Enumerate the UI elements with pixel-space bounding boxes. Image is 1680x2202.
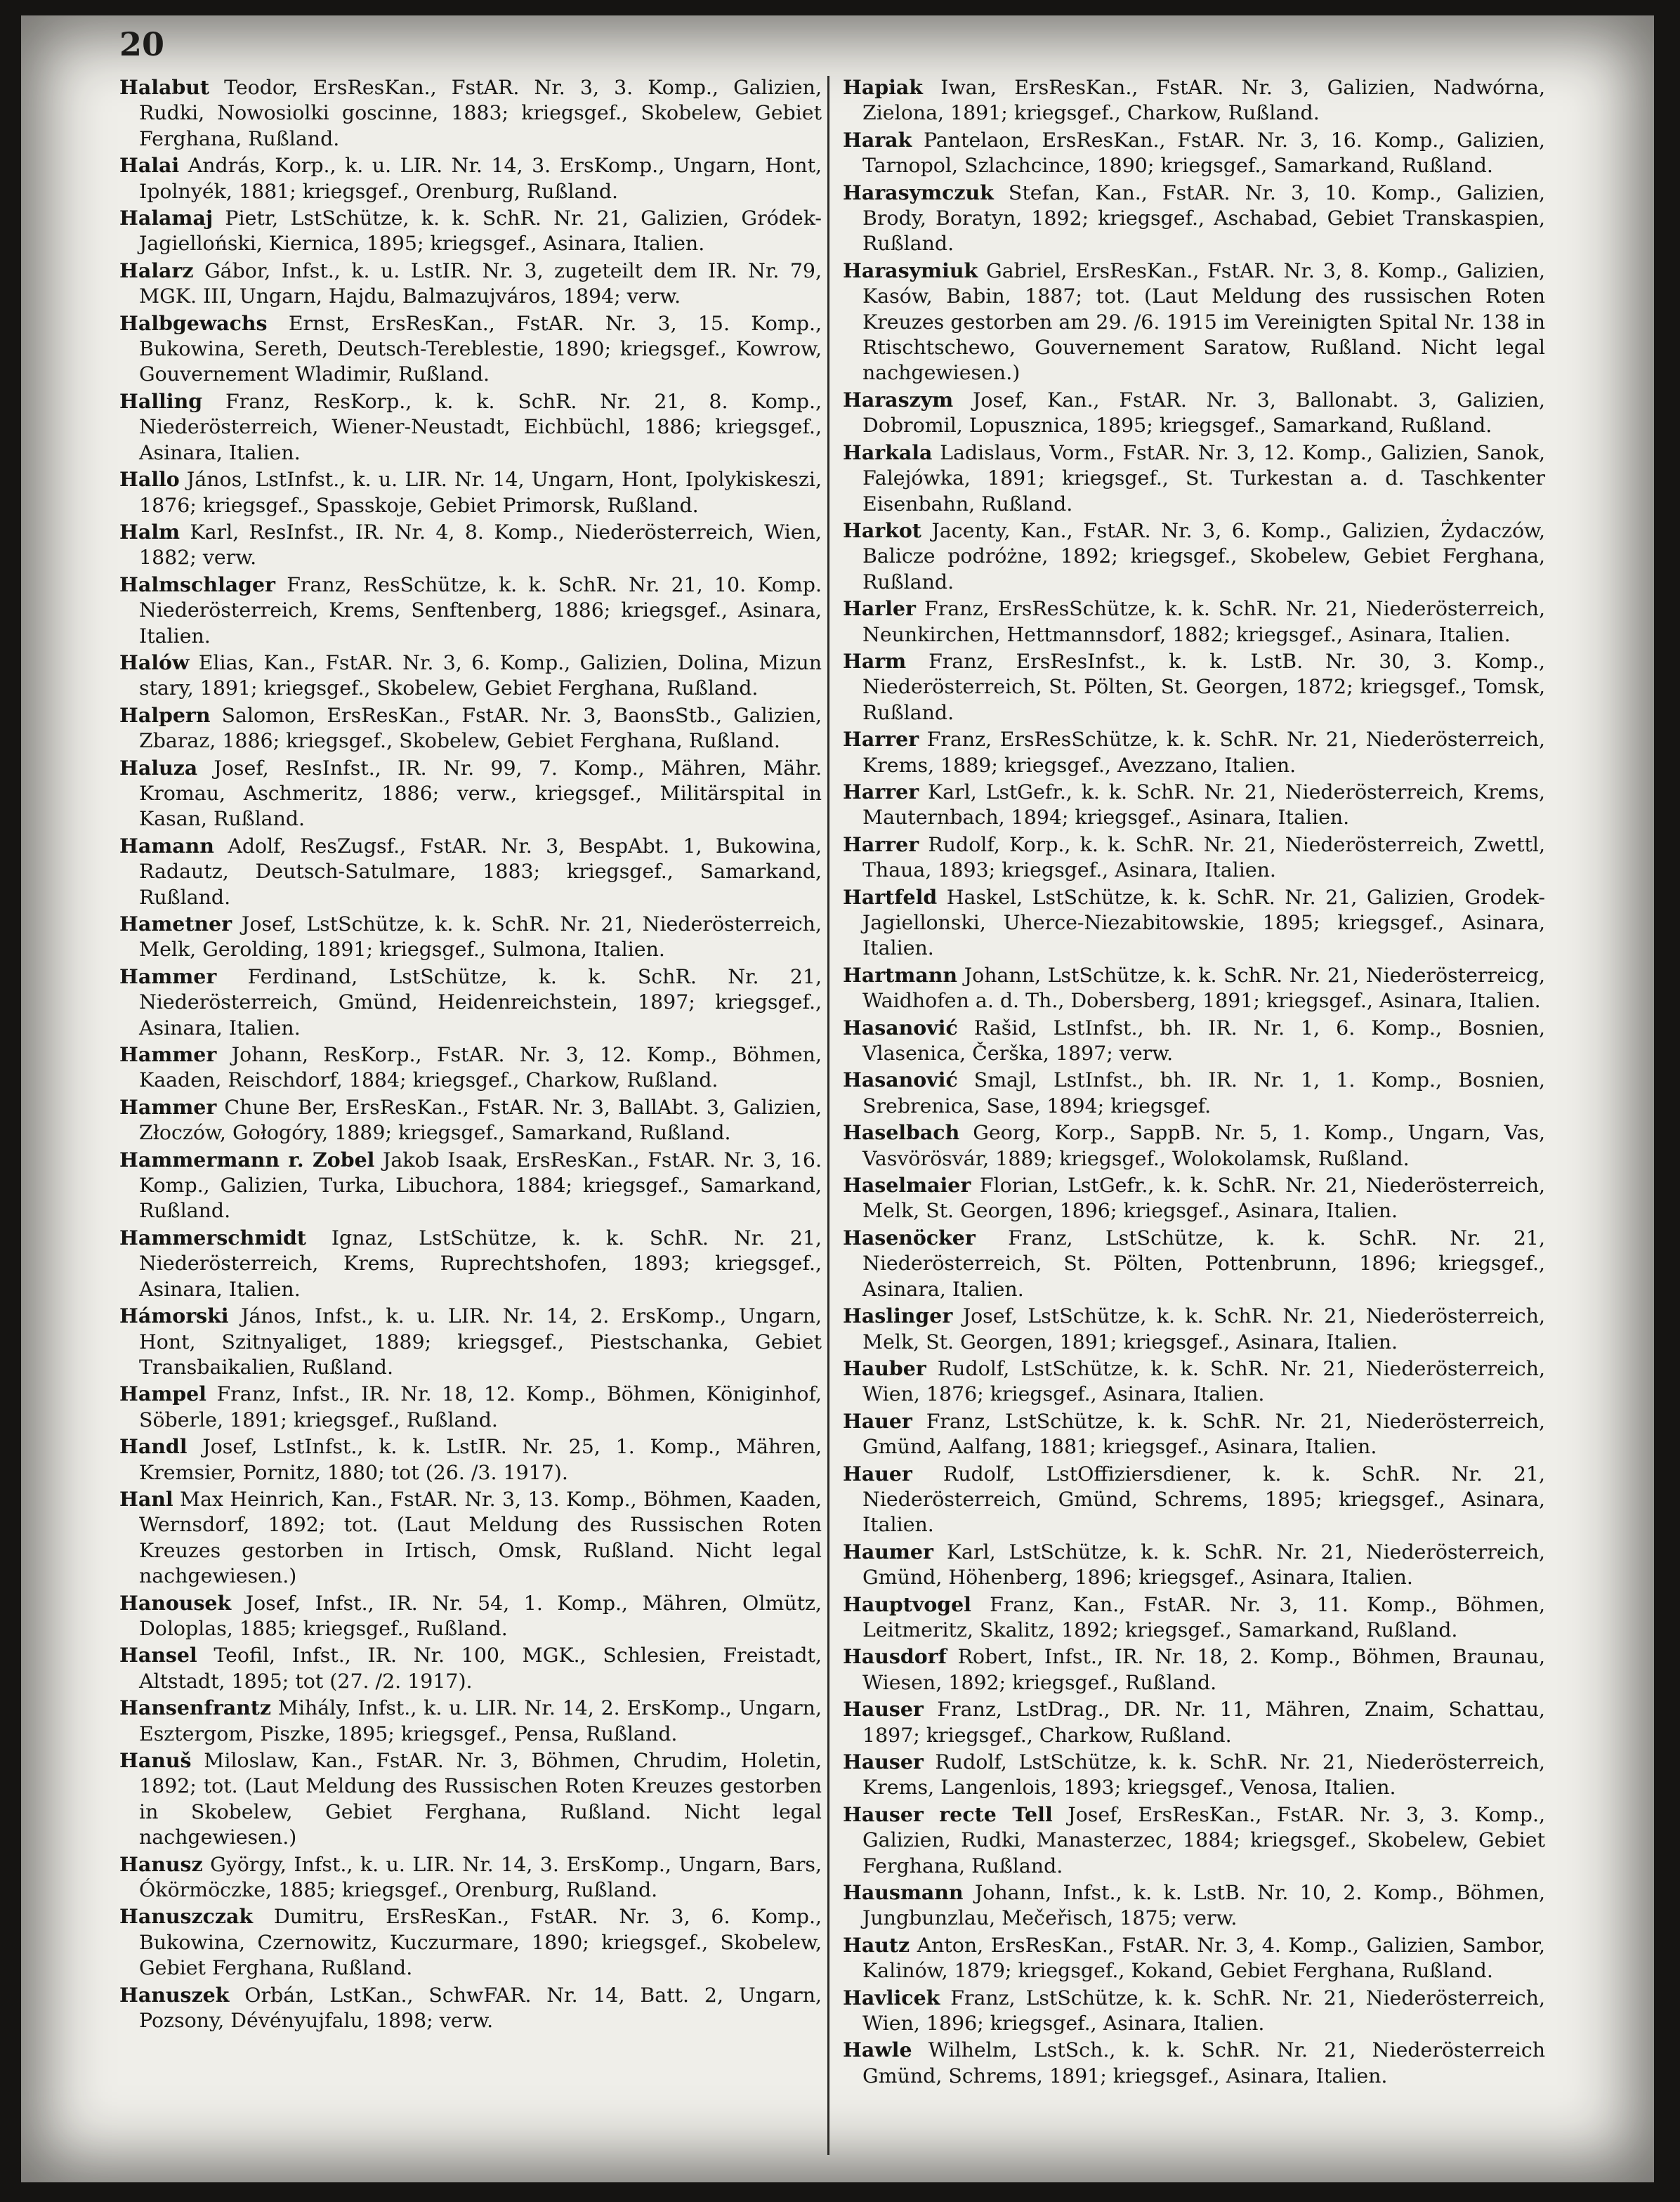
entry-surname: Hauser recte Tell bbox=[843, 1802, 1053, 1826]
entry-surname: Hauer bbox=[843, 1461, 912, 1486]
entry-surname: Hasenöcker bbox=[843, 1225, 976, 1250]
entry-surname: Hanuszczak bbox=[119, 1904, 254, 1929]
entry-details: Franz, LstSchütze, k. k. SchR. Nr. 21, Niederösterreich, Gmünd, Aalfang, 1881; kriegsgef., Asinara, Italien. bbox=[862, 1409, 1545, 1459]
entry-surname: Harasymiuk bbox=[843, 258, 978, 282]
casualty-entry bbox=[843, 258, 1545, 386]
entry-details: Franz, ResKorp., k. k. SchR. Nr. 21, 8. Komp., Niederösterreich, Wiener-Neustadt, Eichbüchl, 1886; kriegsgef., Asinara, Italien. bbox=[139, 389, 822, 464]
entry-surname: Hautz bbox=[843, 1932, 910, 1957]
casualty-entry bbox=[119, 702, 822, 754]
entry-surname: Hammer bbox=[119, 1094, 217, 1119]
entry-details: János, LstInfst., k. u. LIR. Nr. 14, Ungarn, Hont, Ipolykiskeszi, 1876; kriegsgef., Spasskoje, Gebiet Primorsk, Rußland. bbox=[139, 468, 822, 517]
entry-details: Salomon, ErsResKan., FstAR. Nr. 3, BaonsStb., Galizien, Zbaraz, 1886; kriegsgef., Skobelew, Gebiet Ferghana, Rußland. bbox=[139, 703, 822, 753]
casualty-entry bbox=[843, 1749, 1545, 1801]
entry-details: Franz, Infst., IR. Nr. 18, 12. Komp., Böhmen, Königinhof, Söberle, 1891; kriegsgef., Rußland. bbox=[139, 1382, 822, 1431]
entry-surname: Hauser bbox=[843, 1697, 924, 1722]
casualty-entry bbox=[843, 74, 1545, 126]
entry-surname: Halów bbox=[119, 650, 190, 674]
entry-details: Gábor, Infst., k. u. LstIR. Nr. 3, zugeteilt dem IR. Nr. 79, MGK. III, Ungarn, Hajdu, Balmazujváros, 1894; verw. bbox=[139, 258, 822, 308]
casualty-entry bbox=[119, 310, 822, 388]
entry-details: János, Infst., k. u. LIR. Nr. 14, 2. ErsKomp., Ungarn, Hont, Szitnyaliget, 1889; kriegsgef., Piestschanka, Gebiet Transbaikalien, Rußland. bbox=[139, 1304, 822, 1379]
entry-details: Iwan, ErsResKan., FstAR. Nr. 3, Galizien, Nadwórna, Zielona, 1891; kriegsgef., Charkow, Rußland. bbox=[862, 76, 1545, 125]
casualty-entry bbox=[119, 964, 822, 1041]
casualty-entry bbox=[843, 726, 1545, 778]
entry-details: Franz, LstSchütze, k. k. SchR. Nr. 21, Niederösterreich, Wien, 1896; kriegsgef., Asinara, Italien. bbox=[862, 1986, 1545, 2036]
casualty-entry bbox=[119, 152, 822, 204]
entry-surname: Hámorski bbox=[119, 1304, 229, 1328]
casualty-entry bbox=[119, 466, 822, 518]
entry-surname: Handl bbox=[119, 1434, 188, 1459]
casualty-entry bbox=[119, 74, 822, 152]
casualty-entry bbox=[119, 1094, 822, 1146]
entry-details: Franz, ErsResInfst., k. k. LstB. Nr. 30, 3. Komp., Niederösterreich, St. Pölten, St. Georgen, 1872; kriegsgef., Tomsk, Rußland. bbox=[862, 649, 1545, 724]
casualty-entry bbox=[119, 388, 822, 466]
entry-surname: Halabut bbox=[119, 75, 210, 99]
casualty-entry bbox=[119, 833, 822, 910]
entry-details: Josef, LstInfst., k. k. LstIR. Nr. 25, 1. Komp., Mähren, Kremsier, Pornitz, 1880; tot (26. /3. 1917). bbox=[139, 1435, 822, 1484]
casualty-entry bbox=[843, 127, 1545, 179]
casualty-entry bbox=[843, 1067, 1545, 1119]
casualty-entry bbox=[843, 1985, 1545, 2037]
entry-surname: Halmschlager bbox=[119, 572, 276, 596]
entry-surname: Haumer bbox=[843, 1539, 933, 1564]
entry-surname: Halling bbox=[119, 388, 203, 413]
entry-details: Franz, Kan., FstAR. Nr. 3, 11. Komp., Böhmen, Leitmeritz, Skalitz, 1892; kriegsgef., Samarkand, Rußland. bbox=[862, 1592, 1545, 1641]
entry-details: Karl, LstGefr., k. k. SchR. Nr. 21, Niederösterreich, Krems, Mauternbach, 1894; kriegsgef., Asinara, Italien. bbox=[862, 780, 1545, 830]
entry-details: Johann, LstSchütze, k. k. SchR. Nr. 21, Niederösterreicg, Waidhofen a. d. Th., Dobersberg, 1891; kriegsgef., Asinara, Italien. bbox=[862, 963, 1546, 1013]
entry-details: Franz, ErsResSchütze, k. k. SchR. Nr. 21, Niederösterreich, Krems, 1889; kriegsgef., Avezzano, Italien. bbox=[862, 728, 1545, 777]
entry-details: Josef, LstSchütze, k. k. SchR. Nr. 21, Niederösterreich, Melk, St. Georgen, 1891; kriegsgef., Asinara, Italien. bbox=[862, 1304, 1545, 1354]
entry-details: Orbán, LstKan., SchwFAR. Nr. 14, Batt. 2, Ungarn, Pozsony, Dévényujfalu, 1898; verw. bbox=[139, 1983, 822, 2033]
entry-details: Adolf, ResZugsf., FstAR. Nr. 3, BespAbt. 1, Bukowina, Radautz, Deutsch-Satulmare, 1883; kriegsgef., Samarkand, Rußland. bbox=[139, 834, 822, 909]
entry-surname: Harkala bbox=[843, 440, 933, 464]
entry-details: Teodor, ErsResKan., FstAR. Nr. 3, 3. Komp., Galizien, Rudki, Nowosiolki goscinne, 1883; kriegsgef., Skobelew, Gebiet Ferghana, Rußland. bbox=[139, 76, 822, 150]
casualty-entry bbox=[119, 205, 822, 257]
entry-surname: Havlicek bbox=[843, 1985, 940, 2010]
entry-surname: Halarz bbox=[119, 258, 194, 282]
casualty-entry bbox=[119, 1381, 822, 1433]
casualty-entry bbox=[843, 1172, 1545, 1224]
entry-surname: Hasanović bbox=[843, 1015, 958, 1040]
casualty-entry bbox=[843, 180, 1545, 257]
casualty-entry bbox=[119, 1642, 822, 1694]
casualty-entry bbox=[119, 650, 822, 702]
casualty-entry bbox=[843, 1225, 1545, 1302]
casualty-entry bbox=[843, 440, 1545, 517]
entry-details: Rudolf, LstSchütze, k. k. SchR. Nr. 21, Niederösterreich, Wien, 1876; kriegsgef., Asinara, Italien. bbox=[862, 1356, 1545, 1406]
entry-surname: Hapiak bbox=[843, 75, 923, 99]
entry-surname: Haluza bbox=[119, 755, 198, 780]
entry-surname: Hauer bbox=[843, 1408, 912, 1433]
casualty-entry bbox=[119, 911, 822, 963]
right-column bbox=[843, 74, 1545, 2090]
casualty-entry bbox=[843, 1356, 1545, 1408]
entry-surname: Hammerschmidt bbox=[119, 1225, 307, 1250]
entry-surname: Harkot bbox=[843, 518, 921, 542]
entry-details: Rašid, LstInfst., bh. IR. Nr. 1, 6. Komp., Bosnien, Vlasenica, Čerška, 1897; verw. bbox=[862, 1016, 1545, 1066]
entry-surname: Hanousek bbox=[119, 1590, 232, 1615]
casualty-entry bbox=[119, 1748, 822, 1851]
entry-details: Franz, LstDrag., DR. Nr. 11, Mähren, Znaim, Schattau, 1897; kriegsgef., Charkow, Rußland. bbox=[862, 1698, 1546, 1747]
casualty-entry bbox=[119, 1982, 822, 2034]
casualty-entry bbox=[843, 596, 1545, 648]
entry-surname: Hausmann bbox=[843, 1880, 964, 1905]
casualty-entry bbox=[843, 1696, 1545, 1748]
entry-surname: Harasymczuk bbox=[843, 180, 994, 204]
entry-details: Ignaz, LstSchütze, k. k. SchR. Nr. 21, Niederösterreich, Krems, Ruprechtshofen, 1893; kriegsgef., Asinara, Italien. bbox=[139, 1226, 822, 1301]
casualty-entry bbox=[843, 1592, 1545, 1644]
entry-details: Franz, ResSchütze, k. k. SchR. Nr. 21, 10. Komp. Niederösterreich, Krems, Senftenberg, 1886; kriegsgef., Asinara, Italien. bbox=[139, 572, 822, 648]
entry-details: Josef, ResInfst., IR. Nr. 99, 7. Komp., Mähren, Mähr. Kromau, Aschmeritz, 1886; verw., kriegsgef., Militärspital in Kasan, Rußland. bbox=[139, 756, 822, 831]
entry-details: Franz, LstSchütze, k. k. SchR. Nr. 21, Niederösterreich, St. Pölten, Pottenbrunn, 1896; kriegsgef., Asinara, Italien. bbox=[862, 1226, 1546, 1301]
entry-surname: Hanuszek bbox=[119, 1982, 230, 2007]
entry-surname: Hallo bbox=[119, 467, 180, 492]
left-column bbox=[119, 74, 822, 2034]
entry-details: Wilhelm, LstSch., k. k. SchR. Nr. 21, Niederösterreich Gmünd, Schrems, 1891; kriegsgef., Asinara, Italien. bbox=[862, 2038, 1545, 2088]
casualty-entry bbox=[843, 1408, 1545, 1460]
casualty-entry bbox=[843, 2037, 1545, 2089]
entry-surname: Haselbach bbox=[843, 1120, 960, 1145]
entry-details: Rudolf, LstOffiziersdiener, k. k. SchR. Nr. 21, Niederösterreich, Gmünd, Schrems, 1895; kriegsgef., Asinara, Italien. bbox=[862, 1462, 1545, 1537]
casualty-entry bbox=[843, 1644, 1545, 1696]
entry-surname: Halpern bbox=[119, 702, 211, 727]
casualty-entry bbox=[843, 962, 1545, 1014]
casualty-entry bbox=[843, 779, 1545, 831]
entry-surname: Hanusz bbox=[119, 1852, 203, 1876]
entry-surname: Harler bbox=[843, 596, 916, 621]
entry-details: Miloslaw, Kan., FstAR. Nr. 3, Böhmen, Chrudim, Holetin, 1892; tot. (Laut Meldung des Russischen Roten Kreuzes gestorben in Skobelew, Gebiet Ferghana, Rußland. Nicht legal nachgewiesen.) bbox=[139, 1749, 822, 1849]
entry-surname: Harrer bbox=[843, 832, 919, 856]
casualty-entry bbox=[119, 1852, 822, 1903]
entry-details: Ferdinand, LstSchütze, k. k. SchR. Nr. 21, Niederösterreich, Gmünd, Heidenreichstein, 1897; kriegsgef., Asinara, Italien. bbox=[139, 964, 822, 1040]
casualty-entry bbox=[843, 1539, 1545, 1591]
entry-details: Pietr, LstSchütze, k. k. SchR. Nr. 21, Galizien, Gródek-Jagielloński, Kiernica, 1895; kriegsgef., Asinara, Italien. bbox=[139, 207, 822, 256]
entry-details: György, Infst., k. u. LIR. Nr. 14, 3. ErsKomp., Ungarn, Bars, Ókörmöczke, 1885; kriegsgef., Orenburg, Rußland. bbox=[139, 1852, 822, 1902]
entry-details: Jakob Isaak, ErsResKan., FstAR. Nr. 3, 16. Komp., Galizien, Turka, Libuchora, 1884; kriegsgef., Samarkand, Rußland. bbox=[139, 1148, 822, 1223]
entry-details: Karl, LstSchütze, k. k. SchR. Nr. 21, Niederösterreich, Gmünd, Höhenberg, 1896; kriegsgef., Asinara, Italien. bbox=[862, 1540, 1545, 1590]
entry-details: Gabriel, ErsResKan., FstAR. Nr. 3, 8. Komp., Galizien, Kasów, Babin, 1887; tot. (Laut Meldung des russischen Roten Kreuzes gestorben am 29. /6. 1915 im Vereinigten Spital Nr. 138 in Rtischtschewo, Gouvernement Saratow, Rußland. Nicht legal nachgewiesen.) bbox=[862, 258, 1545, 385]
entry-surname: Haslinger bbox=[843, 1304, 953, 1328]
entry-details: Rudolf, LstSchütze, k. k. SchR. Nr. 21, Niederösterreich, Krems, Langenlois, 1893; kriegsgef., Venosa, Italien. bbox=[862, 1750, 1545, 1800]
entry-surname: Haraszym bbox=[843, 387, 954, 412]
entry-details: Elias, Kan., FstAR. Nr. 3, 6. Komp., Galizien, Dolina, Mizun stary, 1891; kriegsgef., Skobelew, Gebiet Ferghana, Rußland. bbox=[139, 650, 822, 700]
casualty-entry bbox=[119, 1434, 822, 1486]
casualty-entry bbox=[119, 1903, 822, 1981]
entry-surname: Harm bbox=[843, 648, 907, 673]
casualty-entry bbox=[843, 1120, 1545, 1172]
entry-surname: Hammer bbox=[119, 1042, 217, 1067]
entry-details: Karl, ResInfst., IR. Nr. 4, 8. Komp., Niederösterreich, Wien, 1882; verw. bbox=[139, 520, 822, 570]
entry-surname: Hartfeld bbox=[843, 884, 938, 909]
entry-surname: Halbgewachs bbox=[119, 310, 268, 335]
entry-details: Ladislaus, Vorm., FstAR. Nr. 3, 12. Komp., Galizien, Sanok, Falejówka, 1891; kriegsgef., St. Turkestan a. d. Taschkenter Eisenbahn, Rußland. bbox=[862, 440, 1545, 516]
entry-details: Franz, ErsResSchütze, k. k. SchR. Nr. 21, Niederösterreich, Neunkirchen, Hettmannsdorf, 1882; kriegsgef., Asinara, Italien. bbox=[862, 597, 1545, 646]
casualty-entry bbox=[843, 1015, 1545, 1067]
casualty-entry bbox=[843, 1880, 1545, 1932]
casualty-entry bbox=[843, 648, 1545, 726]
entry-details: Josef, Infst., IR. Nr. 54, 1. Komp., Mähren, Olmütz, Doloplas, 1885; kriegsgef., Rußland. bbox=[139, 1591, 822, 1640]
entry-details: Josef, Kan., FstAR. Nr. 3, Ballonabt. 3, Galizien, Dobromil, Lopusznica, 1895; kriegsgef., Samarkand, Rußland. bbox=[862, 388, 1545, 438]
entry-surname: Harrer bbox=[843, 779, 919, 804]
entry-details: Josef, LstSchütze, k. k. SchR. Nr. 21, Niederösterreich, Melk, Gerolding, 1891; kriegsgef., Sulmona, Italien. bbox=[139, 912, 822, 962]
casualty-entry bbox=[843, 1303, 1545, 1355]
entry-details: Max Heinrich, Kan., FstAR. Nr. 3, 13. Komp., Böhmen, Kaaden, Wernsdorf, 1892; tot. (Laut Meldung des Russischen Roten Kreuzes gestorben in Irtisch, Omsk, Rußland. Nicht legal nachgewiesen.) bbox=[139, 1487, 822, 1588]
casualty-entry bbox=[119, 1147, 822, 1224]
entry-surname: Hamann bbox=[119, 833, 214, 858]
entry-surname: Halai bbox=[119, 153, 180, 178]
entry-details: Johann, ResKorp., FstAR. Nr. 3, 12. Komp., Böhmen, Kaaden, Reischdorf, 1884; kriegsgef., Charkow, Rußland. bbox=[139, 1043, 822, 1092]
casualty-entry bbox=[119, 1590, 822, 1642]
entry-details: Dumitru, ErsResKan., FstAR. Nr. 3, 6. Komp., Bukowina, Czernowitz, Kuczurmare, 1890; kriegsgef., Skobelew, Gebiet Ferghana, Rußland. bbox=[139, 1905, 822, 1980]
entry-details: Anton, ErsResKan., FstAR. Nr. 3, 4. Komp., Galizien, Sambor, Kalinów, 1879; kriegsgef., Kokand, Gebiet Ferghana, Rußland. bbox=[862, 1933, 1545, 1983]
entry-details: Mihály, Infst., k. u. LIR. Nr. 14, 2. ErsKomp., Ungarn, Esztergom, Piszke, 1895; kriegsgef., Pensa, Rußland. bbox=[139, 1696, 822, 1745]
casualty-entry bbox=[119, 755, 822, 832]
entry-details: Robert, Infst., IR. Nr. 18, 2. Komp., Böhmen, Braunau, Wiesen, 1892; kriegsgef., Rußland. bbox=[862, 1645, 1545, 1694]
column-divider bbox=[827, 76, 829, 2155]
entry-surname: Harrer bbox=[843, 727, 919, 752]
entry-surname: Hammer bbox=[119, 964, 217, 988]
entry-details: Georg, Korp., SappB. Nr. 5, 1. Komp., Ungarn, Vas, Vasvörösvár, 1889; kriegsgef., Wolokolamsk, Rußland. bbox=[862, 1121, 1545, 1170]
entry-details: Teofil, Infst., IR. Nr. 100, MGK., Schlesien, Freistadt, Altstadt, 1895; tot (27. /2. 1917). bbox=[139, 1644, 822, 1693]
casualty-entry bbox=[119, 1303, 822, 1380]
casualty-entry bbox=[119, 519, 822, 571]
casualty-entry bbox=[843, 832, 1545, 884]
entry-details: Stefan, Kan., FstAR. Nr. 3, 10. Komp., Galizien, Brody, Boratyn, 1892; kriegsgef., Aschabad, Gebiet Transkaspien, Rußland. bbox=[862, 181, 1546, 256]
entry-details: Rudolf, Korp., k. k. SchR. Nr. 21, Niederösterreich, Zwettl, Thaua, 1893; kriegsgef., Asinara, Italien. bbox=[862, 832, 1545, 882]
casualty-entry bbox=[843, 387, 1545, 439]
casualty-entry bbox=[843, 1932, 1545, 1984]
entry-surname: Halamaj bbox=[119, 206, 214, 230]
entry-surname: Hausdorf bbox=[843, 1644, 947, 1669]
entry-details: Pantelaon, ErsResKan., FstAR. Nr. 3, 16. Komp., Galizien, Tarnopol, Szlachcince, 1890; kriegsgef., Samarkand, Rußland. bbox=[862, 128, 1545, 178]
casualty-entry bbox=[843, 884, 1545, 962]
entry-surname: Hasanović bbox=[843, 1068, 958, 1092]
entry-surname: Hametner bbox=[119, 912, 232, 936]
entry-details: Ernst, ErsResKan., FstAR. Nr. 3, 15. Komp., Bukowina, Sereth, Deutsch-Tereblestie, 1890; kriegsgef., Kowrow, Gouvernement Wladimir, Rußland. bbox=[139, 311, 822, 386]
page-number: 20 bbox=[119, 25, 165, 63]
entry-surname: Hartmann bbox=[843, 962, 958, 987]
entry-surname: Hansel bbox=[119, 1643, 197, 1667]
entry-surname: Hansenfrantz bbox=[119, 1696, 271, 1720]
entry-surname: Hauber bbox=[843, 1356, 926, 1380]
casualty-entry bbox=[119, 1042, 822, 1094]
entry-details: Jacenty, Kan., FstAR. Nr. 3, 6. Komp., Galizien, Żydaczów, Balicze podróżne, 1892; kriegsgef., Skobelew, Gebiet Ferghana, Rußland. bbox=[862, 518, 1545, 594]
casualty-entry bbox=[119, 1695, 822, 1747]
entry-surname: Harak bbox=[843, 127, 912, 152]
entry-surname: Haselmaier bbox=[843, 1173, 971, 1198]
entry-details: Smajl, LstInfst., bh. IR. Nr. 1, 1. Komp., Bosnien, Srebrenica, Sase, 1894; kriegsgef. bbox=[862, 1068, 1546, 1118]
entry-surname: Halm bbox=[119, 519, 181, 544]
casualty-entry bbox=[843, 1802, 1545, 1879]
entry-surname: Hampel bbox=[119, 1382, 206, 1406]
entry-details: Johann, Infst., k. k. LstB. Nr. 10, 2. Komp., Böhmen, Jungbunzlau, Mečeřisch, 1875; verw. bbox=[862, 1881, 1545, 1930]
casualty-entry bbox=[119, 258, 822, 310]
casualty-entry bbox=[843, 518, 1545, 595]
casualty-entry bbox=[119, 572, 822, 649]
entry-details: Haskel, LstSchütze, k. k. SchR. Nr. 21, Galizien, Grodek-Jagiellonski, Uherce-Niezabitowskie, 1895; kriegsgef., Asinara, Italien. bbox=[862, 885, 1545, 960]
casualty-entry bbox=[119, 1486, 822, 1590]
casualty-entry bbox=[843, 1461, 1545, 1538]
entry-surname: Hanuš bbox=[119, 1748, 192, 1772]
entry-surname: Hammermann r. Zobel bbox=[119, 1147, 375, 1172]
entry-surname: Hauptvogel bbox=[843, 1592, 971, 1616]
casualty-entry bbox=[119, 1225, 822, 1302]
entry-surname: Hanl bbox=[119, 1486, 173, 1511]
entry-details: András, Korp., k. u. LIR. Nr. 14, 3. ErsKomp., Ungarn, Hont, Ipolnyék, 1881; kriegsgef., Orenburg, Rußland. bbox=[139, 154, 822, 203]
entry-details: Josef, ErsResKan., FstAR. Nr. 3, 3. Komp., Galizien, Rudki, Manasterzec, 1884; kriegsgef., Skobelew, Gebiet Ferghana, Rußland. bbox=[862, 1802, 1546, 1877]
entry-details: Florian, LstGefr., k. k. SchR. Nr. 21, Niederösterreich, Melk, St. Georgen, 1896; kriegsgef., Asinara, Italien. bbox=[862, 1174, 1546, 1223]
entry-surname: Hauser bbox=[843, 1750, 924, 1774]
document-page bbox=[21, 15, 1654, 2182]
entry-details: Chune Ber, ErsResKan., FstAR. Nr. 3, BallAbt. 3, Galizien, Złoczów, Gołogóry, 1889; kriegsgef., Samarkand, Rußland. bbox=[139, 1095, 822, 1145]
entry-surname: Hawle bbox=[843, 2038, 912, 2062]
